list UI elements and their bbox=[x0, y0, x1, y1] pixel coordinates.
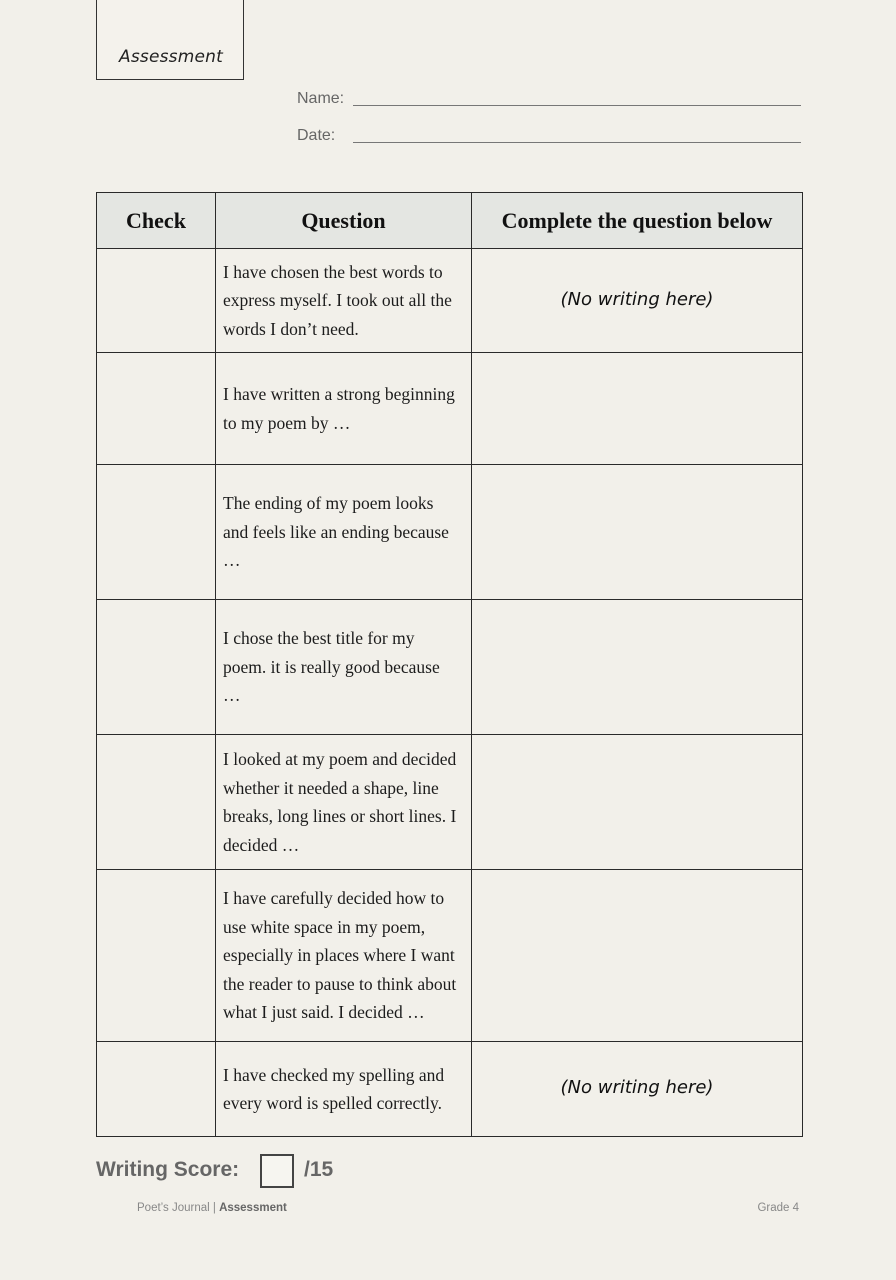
footer-journal bbox=[137, 1202, 287, 1214]
no-writing-note: (No writing here) bbox=[560, 1077, 714, 1098]
check-box[interactable] bbox=[97, 1042, 216, 1137]
header-complete: Complete the question below bbox=[472, 193, 803, 249]
table-row bbox=[97, 1042, 803, 1137]
date-line[interactable] bbox=[353, 142, 801, 143]
question-text: I have chosen the best words to express myself. I took out all the words I don’t need. bbox=[216, 249, 472, 353]
no-writing-note: (No writing here) bbox=[560, 288, 714, 310]
answer-cell bbox=[472, 1042, 803, 1137]
question-text: I chose the best title for my poem. it is really good because … bbox=[216, 600, 472, 735]
question-text: I have carefully decided how to use white space in my poem, especially in places where I want the reader to pause to think about what I just said. I decided … bbox=[216, 870, 472, 1042]
table-row bbox=[97, 465, 803, 600]
table-header-row bbox=[97, 193, 803, 249]
footer-grade: Grade 4 bbox=[757, 1202, 799, 1214]
table-row bbox=[97, 353, 803, 465]
check-box[interactable] bbox=[97, 249, 216, 353]
answer-cell[interactable] bbox=[472, 353, 803, 465]
tab-label: Assessment bbox=[119, 47, 223, 67]
question-text: I looked at my poem and decided whether it needed a shape, line breaks, long lines or short lines. I decided … bbox=[216, 735, 472, 870]
footer-section: Assessment bbox=[219, 1202, 287, 1214]
answer-cell bbox=[472, 249, 803, 353]
answer-cell[interactable] bbox=[472, 735, 803, 870]
header-check: Check bbox=[97, 193, 216, 249]
check-box[interactable] bbox=[97, 353, 216, 465]
score-label: Writing Score: bbox=[96, 1158, 240, 1181]
table-row bbox=[97, 249, 803, 353]
question-text: I have checked my spelling and every word is spelled correctly. bbox=[216, 1042, 472, 1137]
footer-journal-name: Poet’s Journal | bbox=[137, 1202, 216, 1214]
answer-cell[interactable] bbox=[472, 600, 803, 735]
date-label: Date: bbox=[297, 127, 336, 144]
check-box[interactable] bbox=[97, 735, 216, 870]
table-row bbox=[97, 735, 803, 870]
name-label: Name: bbox=[297, 90, 345, 107]
name-field[interactable] bbox=[297, 90, 801, 114]
assessment-tab bbox=[96, 0, 244, 80]
question-text: The ending of my poem looks and feels like an ending because … bbox=[216, 465, 472, 600]
date-field[interactable] bbox=[297, 127, 801, 151]
score-max: /15 bbox=[304, 1158, 334, 1181]
score-input-box[interactable] bbox=[260, 1154, 294, 1188]
table-row bbox=[97, 870, 803, 1042]
question-text: I have written a strong beginning to my poem by … bbox=[216, 353, 472, 465]
assessment-table bbox=[96, 192, 803, 1137]
check-box[interactable] bbox=[97, 870, 216, 1042]
name-line[interactable] bbox=[353, 105, 801, 106]
answer-cell[interactable] bbox=[472, 870, 803, 1042]
answer-cell[interactable] bbox=[472, 465, 803, 600]
check-box[interactable] bbox=[97, 465, 216, 600]
check-box[interactable] bbox=[97, 600, 216, 735]
header-question: Question bbox=[216, 193, 472, 249]
table-row bbox=[97, 600, 803, 735]
